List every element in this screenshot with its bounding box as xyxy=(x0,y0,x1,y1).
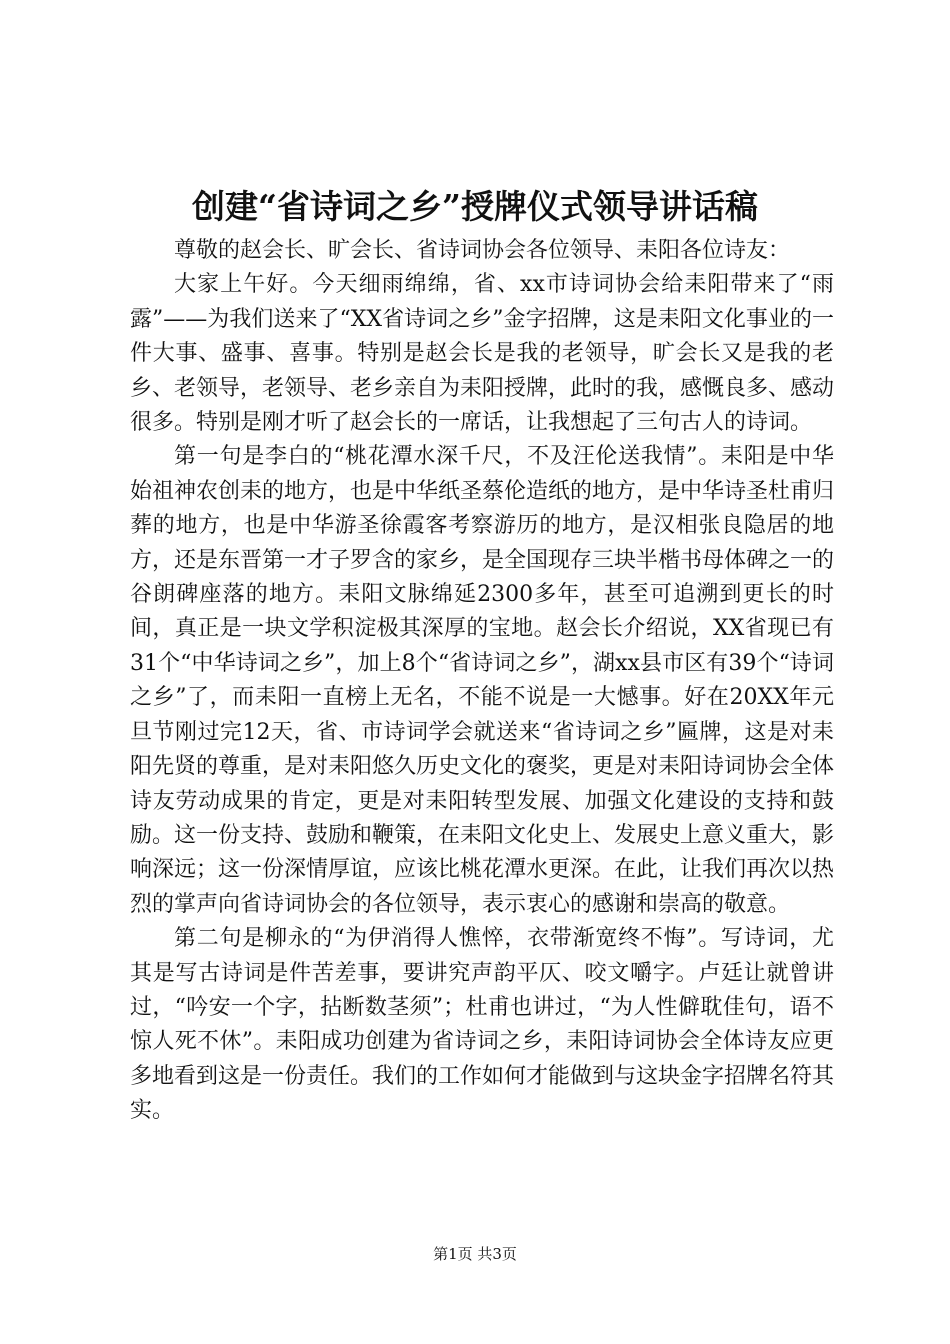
page-footer: 第1页 共3页 xyxy=(433,1245,517,1263)
document-title: 创建“省诗词之乡”授牌仪式领导讲话稿 xyxy=(192,187,758,226)
paragraph-salutation: 尊敬的赵会长、旷会长、省诗词协会各位领导、耒阳各位诗友： xyxy=(174,238,791,263)
document-body xyxy=(130,234,834,1129)
paragraph-second-verse: 第二句是柳永的“为伊消得人憔悴，衣带渐宽终不悔”。写诗词，尤其是写古诗词是件苦差事，要讲究声韵平仄、咬文嚼字。卢廷让就曾讲过，“吟安一个字，拈断数茎须”；杜甫也讲过，“为人性僻耽佳句，语不惊人死不休”。耒阳成功创建为省诗词之乡，耒阳诗词协会全体诗友应更多地看到这是一份责任。我们的工作如何才能做到与这块金字招牌名符其实。 xyxy=(130,926,835,1124)
paragraph-greeting: 大家上午好。今天细雨绵绵，省、xx市诗词协会给耒阳带来了“雨露”——为我们送来了“XX省诗词之乡”金字招牌，这是耒阳文化事业的一件大事、盛事、喜事。特别是赵会长是我的老领导，旷会长又是我的老乡、老领导，老领导、老乡亲自为耒阳授牌，此时的我，感慨良多、感动很多。特别是刚才听了赵会长的一席话，让我想起了三句古人的诗词。 xyxy=(130,272,835,436)
paragraph-first-verse: 第一句是李白的“桃花潭水深千尺，不及汪伦送我情”。耒阳是中华始祖神农创耒的地方，也是中华纸圣蔡伦造纸的地方，是中华诗圣杜甫归葬的地方，也是中华游圣徐霞客考察游历的地方，是汉相张良隐居的地方，还是东晋第一才子罗含的家乡，是全国现存三块半楷书母体碑之一的谷朗碑座落的地方。耒阳文脉绵延2300多年，甚至可追溯到更长的时间，真正是一块文学积淀极其深厚的宝地。赵会长介绍说，XX省现已有31个“中华诗词之乡”，加上8个“省诗词之乡”，湖xx县市区有39个“诗词之乡”了，而耒阳一直榜上无名，不能不说是一大憾事。好在20XX年元旦节刚过完12天，省、市诗词学会就送来“省诗词之乡”匾牌，这是对耒阳先贤的尊重，是对耒阳悠久历史文化的褒奖，更是对耒阳诗词协会全体诗友劳动成果的肯定，更是对耒阳转型发展、加强文化建设的支持和鼓励。这一份支持、鼓励和鞭策，在耒阳文化史上、发展史上意义重大，影响深远；这一份深情厚谊，应该比桃花潭水更深。在此，让我们再次以热烈的掌声向省诗词协会的各位领导，表示衷心的感谢和崇高的敬意。 xyxy=(130,444,835,917)
